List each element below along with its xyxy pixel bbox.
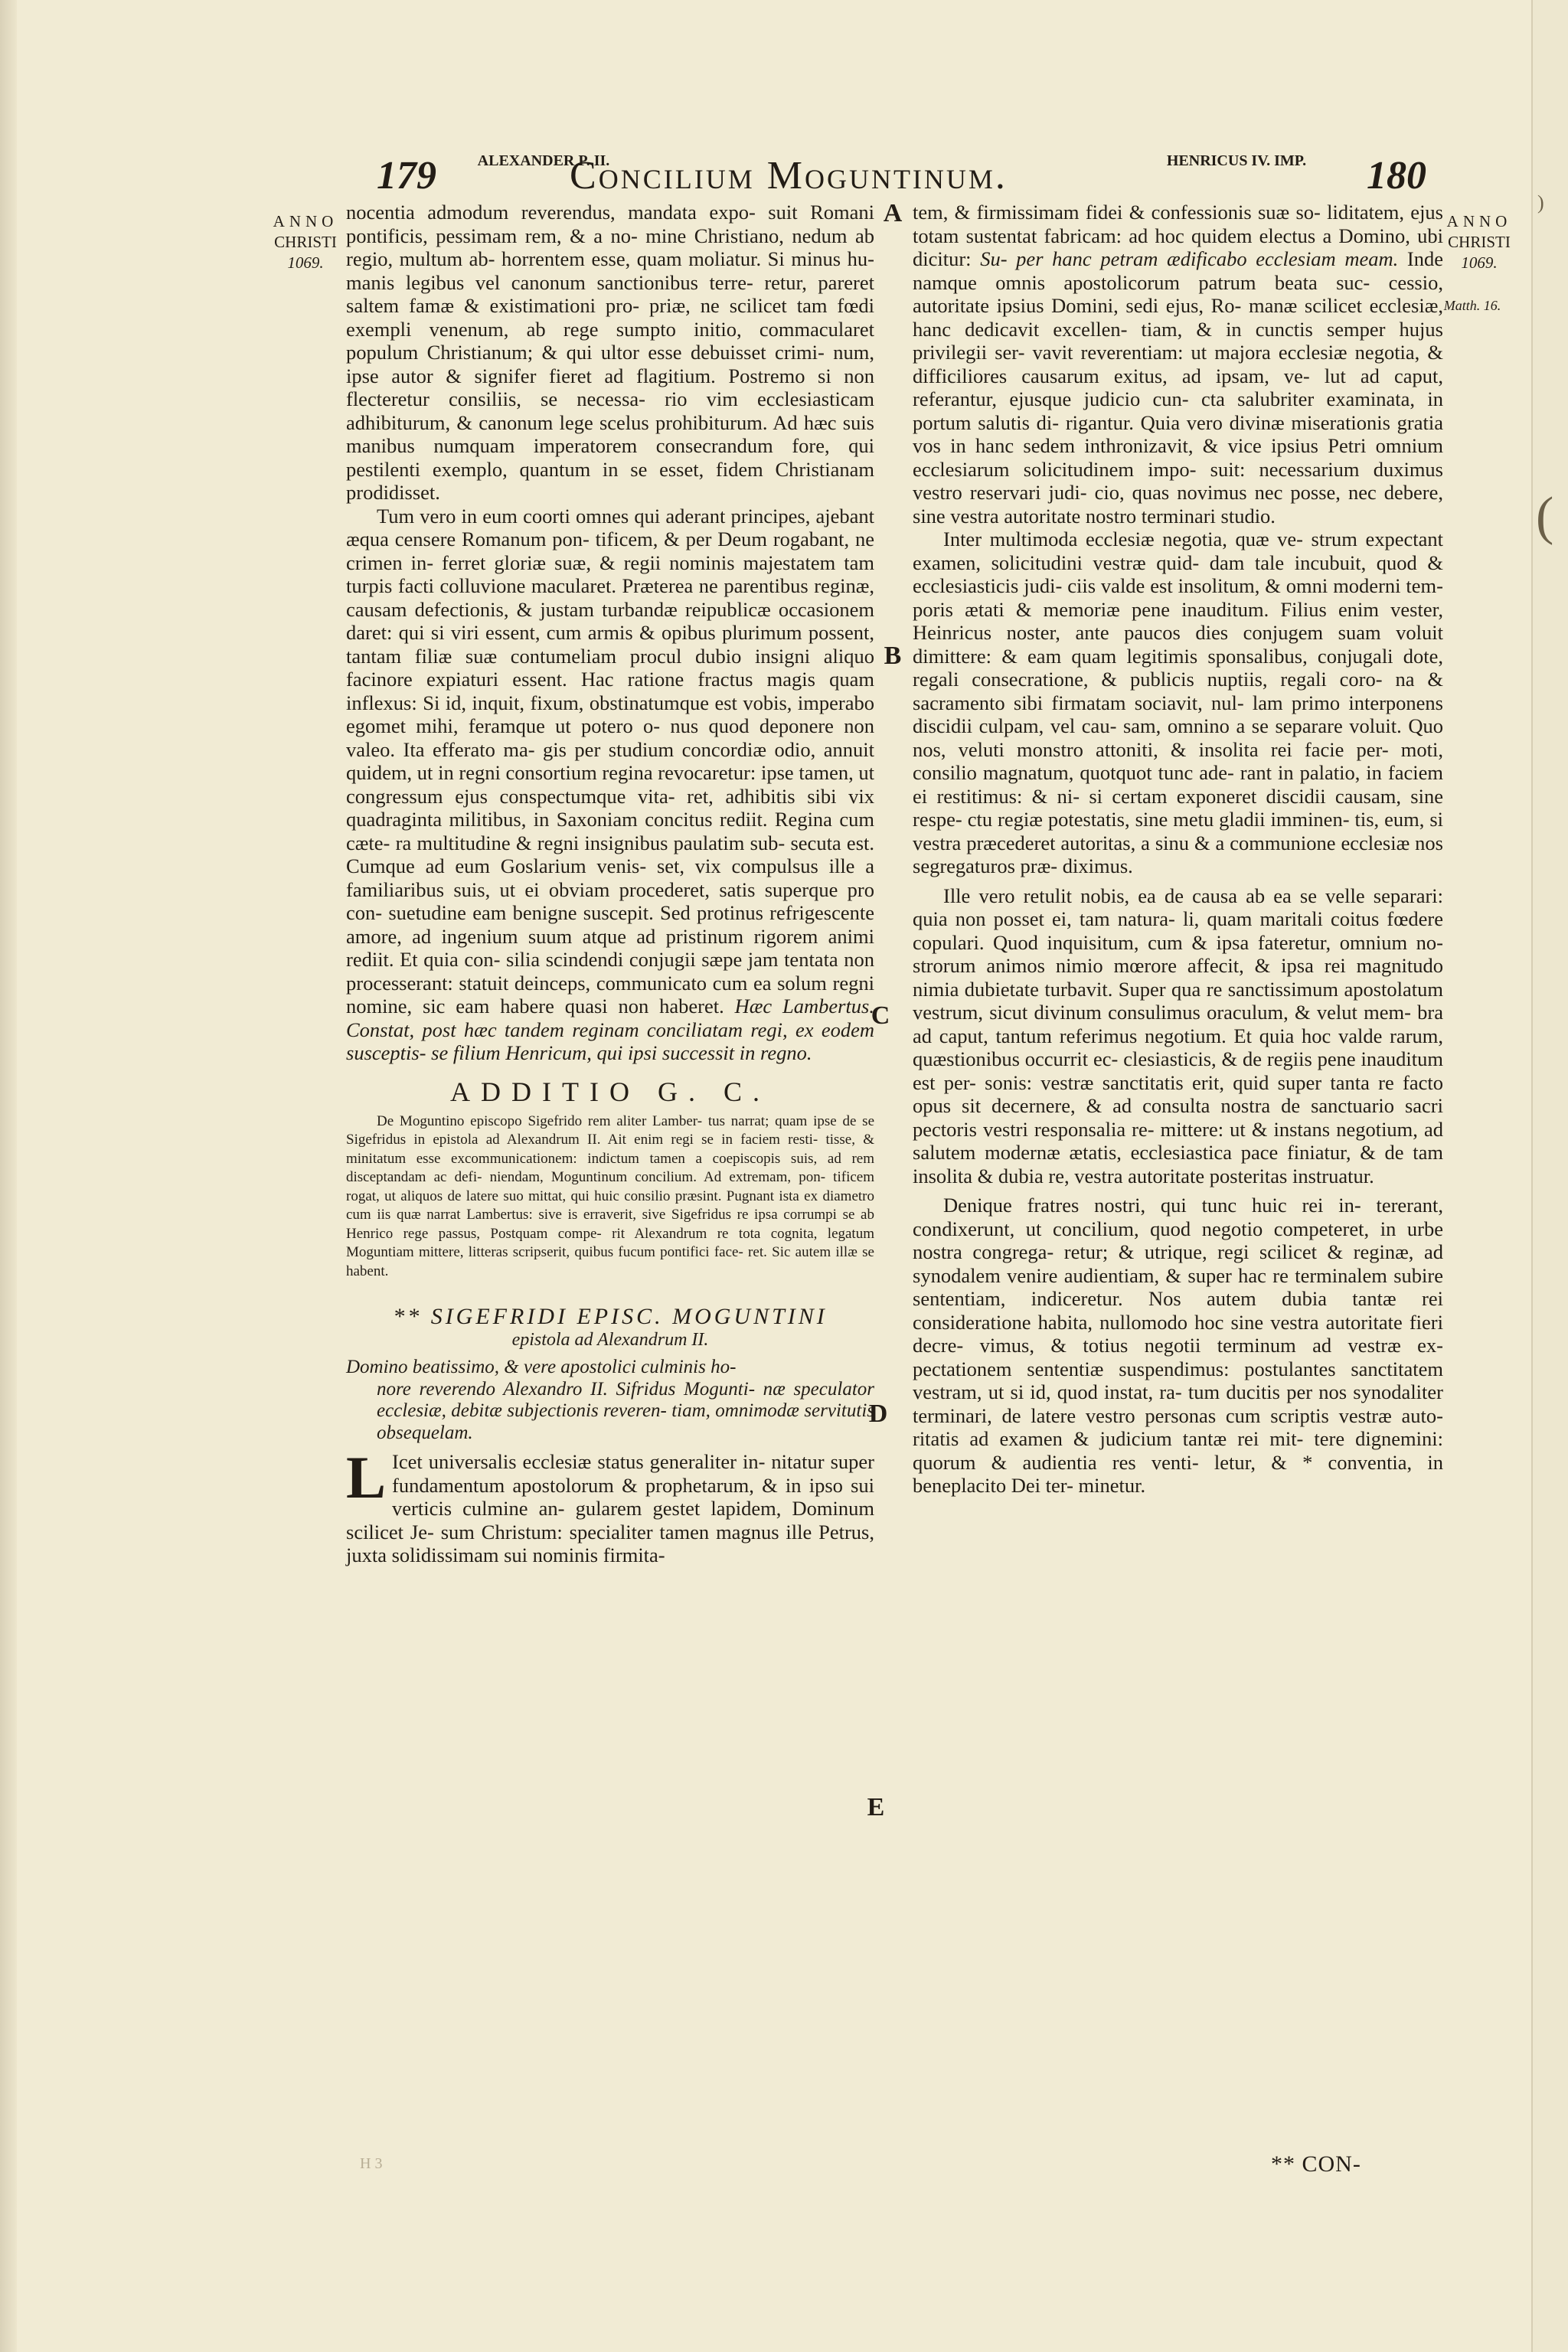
right-paragraph-2: Inter multimoda ecclesiæ negotia, quæ ve- strum expectant examen, solicitudini vestræ quid- dam tale incubuit, quod & ecclesiasticis judi- ciis valde est insolitum, & omni moderni tem- poris ætati & memoriæ pene inauditum. Filius enim vester, Heinricus noster, ante paucos dies conjugem suam voluit dimittere: & eam quam legitimis sponsalibus, conjugali dote, regali consecratione, & publicis nuptiis, regali coro- na & sacramento sibi firmatam sociavit, nul- lam primo interponens discidii culpam, vel cau- sam, omnino a se separare voluit. Quo nos, veluti monstro attoniti, & insolita rei facie per- moti, consilio magnatum, quotquot tunc ade- rant in palatio, in faciem ei restitimus: & ni- si certam exponeret discidii causam, sine respe- ctu regiæ potestatis, sine metu gladii imminen- tis, eum, si vestra præcederet autoritas, a sinu & a communione ecclesiæ nos segregaturos præ- diximus. xyxy=(913,528,1443,877)
right-text-column xyxy=(913,201,1443,1498)
column-letter-d: D xyxy=(868,1400,888,1428)
letter-opening-text: Icet universalis ecclesiæ status generaliter in- nitatur super fundamentum apostolorum & prophetarum, & in ipso sui verticis culmine an- gularem gestet lapidem, Dominum scilicet Je- sum Christum: specialiter tamen magnus ille Petrus, juxta solidissimam sui nominis firmita- xyxy=(346,1450,874,1566)
left-paragraph-1: nocentia admodum reverendus, mandata expo- suit Romani pontificis, pessimam rem, & a no- mine Christiano, nedum ab regio, multum ab- horrentem esse, quam moliatur. Si minus hu- manis legibus vel canonum sanctionibus terre- retur, pareret saltem famæ & existimationi pro- priæ, ne scilicet tam fœdi exempli venenum, ab rege sumpto initio, commacularet populum Christianum; & qui ultor esse debuisset crimi- num, ipse autor & signifer fieret ad flagitium. Postremo si non flecteretur consiliis, se necessa- rio vim ecclesiasticam adhibiturum, & canonum lege scelus prohibiturum. Ad hæc suis manibus numquam imperatorem consecrandum fore, qui pestilenti exemplo, quantum in se esset, fidem Christianam prodidisset. xyxy=(346,201,874,504)
margin-scripture-reference: Matth. 16. xyxy=(1443,298,1501,313)
letter-opening-paragraph xyxy=(346,1444,874,1567)
left-paragraph-2-text: Tum vero in eum coorti omnes qui aderant principes, ajebant æqua censere Romanum pon- tificem, & per Deum rogabant, ne crimen in- ferret gloriæ suæ, & regii nominis majestatem tam turpis facti colluvione macularet. Præterea ne parentibus reginæ, causam defectionis, & justam turbandæ reipublicæ occasionem daret: qui si viri essent, cum armis & opibus plurimum possent, tantam filiæ suæ contumeliam procul dubio insigni aliquo facinore expiaturi essent. Hac ratione fractus magis quam inflexus: Si id, inquit, fixum, obstinatumque est vobis, imperabo egomet mihi, feramque ut potero o- nus quod deponere non valeo. Ita efferato ma- gis per studium concordiæ odio, annuit quidem, ut in regni consortium regina revocaretur: ipse tamen, ut congressum ejus conspectumque vita- ret, adhibitis sibi vix quadraginta militibus, in Saxoniam concitus rediit. Regina cum cæte- ra multitudine & regni insignibus paulatim sub- secuta est. Cumque ad eum Goslarium venis- set, vix compulsus ille a familiaribus suis, ut ei obviam procederet, satis superque pro con- suetudine eam benigne suscepit. Sed protinus refrigescente amore, ad ingenium suum atque ad pristinum rigorem animi rediit. Et quia con- silia scindendi conjugii sæpe jam tentata non processerant: statuit deinceps, communicato cum ea solum regni nomine, sic eam habere quasi non haberet. xyxy=(346,504,874,1018)
next-page-strip: ) ( xyxy=(1531,0,1568,2352)
margin-christi-label: CHRISTI xyxy=(274,233,337,251)
margin-christi-label: CHRISTI xyxy=(1448,233,1511,251)
letter-title: ** SIGEFRIDI EPISC. MOGUNTINI xyxy=(393,1304,828,1329)
right-margin-date xyxy=(1433,211,1525,273)
left-paragraph-2 xyxy=(346,505,874,1065)
margin-year: 1069. xyxy=(287,253,324,272)
column-letter-a: A xyxy=(883,199,903,227)
left-pope-heading: ALEXANDER P. II. xyxy=(477,152,610,169)
letter-subtitle: epistola ad Alexandrum II. xyxy=(511,1330,709,1350)
margin-year: 1069. xyxy=(1461,253,1498,272)
left-text-column xyxy=(346,201,874,1567)
letter-salutation xyxy=(346,1357,874,1444)
running-title: Concilium Moguntinum. xyxy=(570,154,1008,198)
lambertus-note: Hæc Lambertus. Constat, post hæc tandem reginam conciliatam regi, ex eodem susceptis- se filium Henricum, qui ipsi successit in regno. xyxy=(346,995,874,1064)
column-letter-e: E xyxy=(867,1793,885,1821)
right-paragraph-4: Denique fratres nostri, qui tunc huic rei in- tererant, condixerunt, ut concilium, quod negotio competeret, in urbe nostra congrega- retur; & utrique, regi scilicet & reginæ, ad synodalem venire audientiam, & super hac re terminalem subire sententiam, indiceretur. Nos autem dubia tantæ rei consideratione habita, nullomodo hoc sine vestra autoritate fieri decre- vimus, & totius negotii terminum ad vestræ ex- pectationem sententiæ suspendimus: postulantes sanctitatem vestram, ut si id, quod instat, ra- tum ducitis per nos synodaliter terminari, de latere vestro personas cum scriptis vestræ auto- ritatis ad examen & judicium tantæ rei mit- tere dignemini: quorum & audientia res venti- letur, & * conventia, in beneplacito Dei ter- minetur. xyxy=(913,1194,1443,1497)
addition-text: De Moguntino episcopo Sigefrido rem aliter Lamber- tus narrat; quam ipse de se Sigefridus in epistola ad Alexandrum II. Ait enim regi se in faciem resti- tisse, & minitatum esse excommunicationem: indictum tamen a coepiscopis suis, ad rem disceptandam ac defi- niendam, Moguntinum concilium. Ad extremam, pon- tificem rogat, ut aliquos de latere suo mittat, qui huic consilio præsint. Pugnant ista ex diametro cum iis quæ narrat Lambertus: sive is erraverit, sive Sigefridus re ipsa corrumpi se ab Henrico rege passus, Postquam compe- rit Alexandrum re tota cognita, legatum Moguntiam mittere, litteras scripserit, quibus fucum pontifici face- ret. Sic autem illæ se habent. xyxy=(346,1112,874,1279)
margin-anno-label: ANNO xyxy=(1446,212,1512,230)
margin-anno-label: ANNO xyxy=(273,212,338,230)
catchword: ** CON- xyxy=(1271,2151,1361,2177)
right-paragraph-1-start: tem, & firmissimam fidei & confessionis suæ so- liditatem, ejus totam sustentat fabricam: ad hoc quidem electus a Domino, ubi dicitur: xyxy=(913,201,1443,270)
column-letter-b: B xyxy=(884,642,902,670)
scripture-quotation: Su- per hanc petram ædificabo ecclesiam meam. xyxy=(980,247,1399,270)
left-margin-date xyxy=(256,211,355,273)
left-page-number: 179 xyxy=(377,154,436,198)
right-page-number: 180 xyxy=(1367,154,1426,198)
right-paragraph-3: Ille vero retulit nobis, ea de causa ab ea se velle separari: quia non posset ei, tam natura- li, quam maritali coitus fœdere copulari. Quod inquisitum, cum & ipsa fateretur, omnium no- strorum animos nimio mœrore affecit, & ipsa rei magnitudo nimia dubietate turbavit. Super qua re sanctissimum apostolatum vestrum, sicut divinum consulimus oraculum, & velut mem- bra ad caput, tantum referimus negotium. Et quia hoc valde rarum, quæstionibus occurrit ec- clesiasticis, & de regiis pene inauditum est per- sonis: vestræ sanctitatis erit, quid super tanta re facto opus sit decernere, & ad consulta nostra de sanctuario sacri pectoris vestri responsalia re- mittere: ut & instans negotium, ad salutem modernæ ætatis, ecclesiastica pace finiatur, & de tam insolita & dubia re, vestra autoritate posteritas instruatur. xyxy=(913,884,1443,1187)
drop-cap-initial: L xyxy=(346,1444,387,1511)
faint-signature-mark: H 3 xyxy=(360,2155,383,2172)
right-paragraph-1 xyxy=(913,201,1443,528)
addition-heading: ADDITIO G. C. xyxy=(450,1076,770,1107)
page-binding-edge xyxy=(0,0,17,2352)
column-letter-c: C xyxy=(871,1001,890,1030)
running-header xyxy=(0,0,1531,199)
salutation-rest: nore reverendo Alexandro II. Sifridus Mogunti- næ speculator ecclesiæ, debitæ subjectionis reveren- tiam, omnimodæ servitutis obsequelam. xyxy=(377,1378,874,1443)
right-emperor-heading: HENRICUS IV. IMP. xyxy=(1166,152,1307,169)
right-paragraph-1-rest: Inde namque omnis apostolicorum patrum beata suc- cessio, autoritate ipsius Domini, sedi ejus, Ro- manæ scilicet ecclesiæ, hanc dedicavit excellen- tiam, & in cunctis semper hujus privilegii ser- vavit reverentiam: ut majora ecclesiæ negotia, & difficiliores causarum exitus, ad ipsam, ve- lut ad caput, referantur, ejusque judicio cun- cta salubriter examinata, in portum salutis di- rigantur. Quia vero divinæ miserationis gratia vos in hanc sedem inthronizavit, & vice ipsius Petri omnium ecclesiarum solicitudinem impo- suit: necessarium duximus vestro reservari judi- cio, quas novimus nec posse, nec debere, sine vestra autoritate nostro terminari studio. xyxy=(913,247,1444,528)
salutation-first-line: Domino beatissimo, & vere apostolici culminis ho- xyxy=(346,1357,737,1377)
